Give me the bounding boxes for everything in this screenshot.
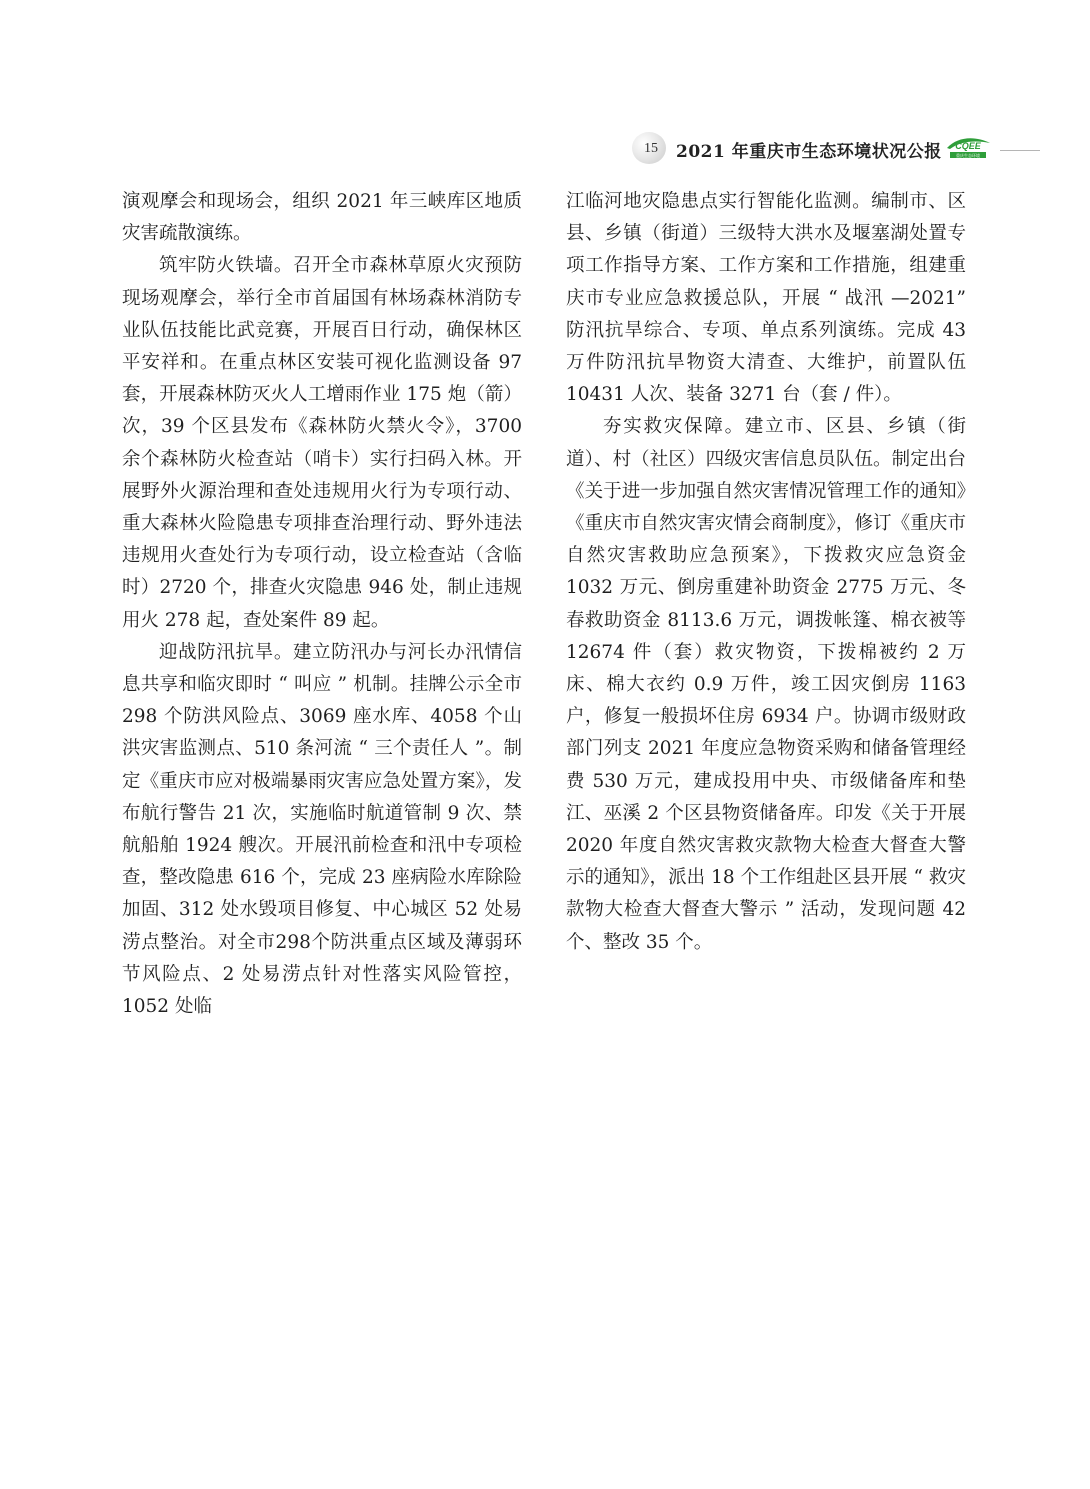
left-column xyxy=(122,186,522,1023)
logo-wordmark: CQEE xyxy=(955,141,981,151)
report-title: 2021 年重庆市生态环境状况公报 xyxy=(676,142,942,162)
logo-subtext: 重庆生态环境 xyxy=(956,153,980,158)
page-number: 15 xyxy=(644,141,658,156)
right-column xyxy=(566,186,966,959)
page-header xyxy=(632,130,1032,166)
paragraph-flood-control: 迎战防汛抗旱。建立防汛办与河长办汛情信息共享和临灾即时 “ 叫应 ” 机制。挂牌公示全市 298 个防洪风险点、3069 座水库、4058 个山洪灾害监测点、510 条河流 “ 三个责任人 ”。制定《重庆市应对极端暴雨灾害应急处置方案》，发布航行警告 21 次，实施临时航道管制 9 次、禁航船舶 1924 艘次。开展汛前检查和汛中专项检查，整改隐患 616 个，完成 23 座病险水库除险加固、312 处水毁项目修复、中心城区 52 处易涝点整治。对全市298个防洪重点区域及薄弱环节风险点、2 处易涝点针对性落实风险管控，1052 处临 xyxy=(122,641,522,1018)
paragraph-drill-continuation: 演观摩会和现场会，组织 2021 年三峡库区地质灾害疏散演练。 xyxy=(122,191,522,245)
cqee-logo xyxy=(944,134,992,160)
paragraph-fire-prevention: 筑牢防火铁墙。召开全市森林草原火灾预防现场观摩会，举行全市首届国有林场森林消防专业队伍技能比武竞赛，开展百日行动，确保林区平安祥和。在重点林区安装可视化监测设备 97 套，开展森林防灭火人工增雨作业 175 炮（箭）次，39 个区县发布《森林防火禁火令》，3700 余个森林防火检查站（哨卡）实行扫码入林。开展野外火源治理和查处违规用火行为专项行动、重大森林火险隐患专项排查治理行动、野外违法违规用火查处行为专项行动，设立检查站（含临时）2720 个，排查火灾隐患 946 处，制止违规用火 278 起，查处案件 89 起。 xyxy=(122,255,522,631)
paragraph-flood-control-continuation: 江临河地灾隐患点实行智能化监测。编制市、区县、乡镇（街道）三级特大洪水及堰塞湖处置专项工作指导方案、工作方案和工作措施，组建重庆市专业应急救援总队，开展 “ 战汛 —2021” 防汛抗旱综合、专项、单点系列演练。完成 43 万件防汛抗旱物资大清查、大维护，前置队伍 10431 人次、装备 3271 台（套 / 件）。 xyxy=(566,191,966,406)
page-number-badge xyxy=(632,132,666,164)
header-rule xyxy=(1000,150,1040,151)
paragraph-disaster-relief: 夯实救灾保障。建立市、区县、乡镇（街道）、村（社区）四级灾害信息员队伍。制定出台《关于进一步加强自然灾害情况管理工作的通知》《重庆市自然灾害灾情会商制度》，修订《重庆市自然灾害救助应急预案》，下拨救灾应急资金 1032 万元、倒房重建补助资金 2775 万元、冬春救助资金 8113.6 万元，调拨帐篷、棉衣被等 12674 件（套）救灾物资，下拨棉被约 2 万床、棉大衣约 0.9 万件，竣工因灾倒房 1163 户，修复一般损坏住房 6934 户。协调市级财政部门列支 2021 年度应急物资采购和储备管理经费 530 万元，建成投用中央、市级储备库和垫江、巫溪 2 个区县物资储备库。印发《关于开展 2020 年度自然灾害救灾款物大检查大督查大警示的通知》，派出 18 个工作组赴区县开展 “ 救灾款物大检查大督查大警示 ” 活动，发现问题 42 个、整改 35 个。 xyxy=(566,416,966,953)
